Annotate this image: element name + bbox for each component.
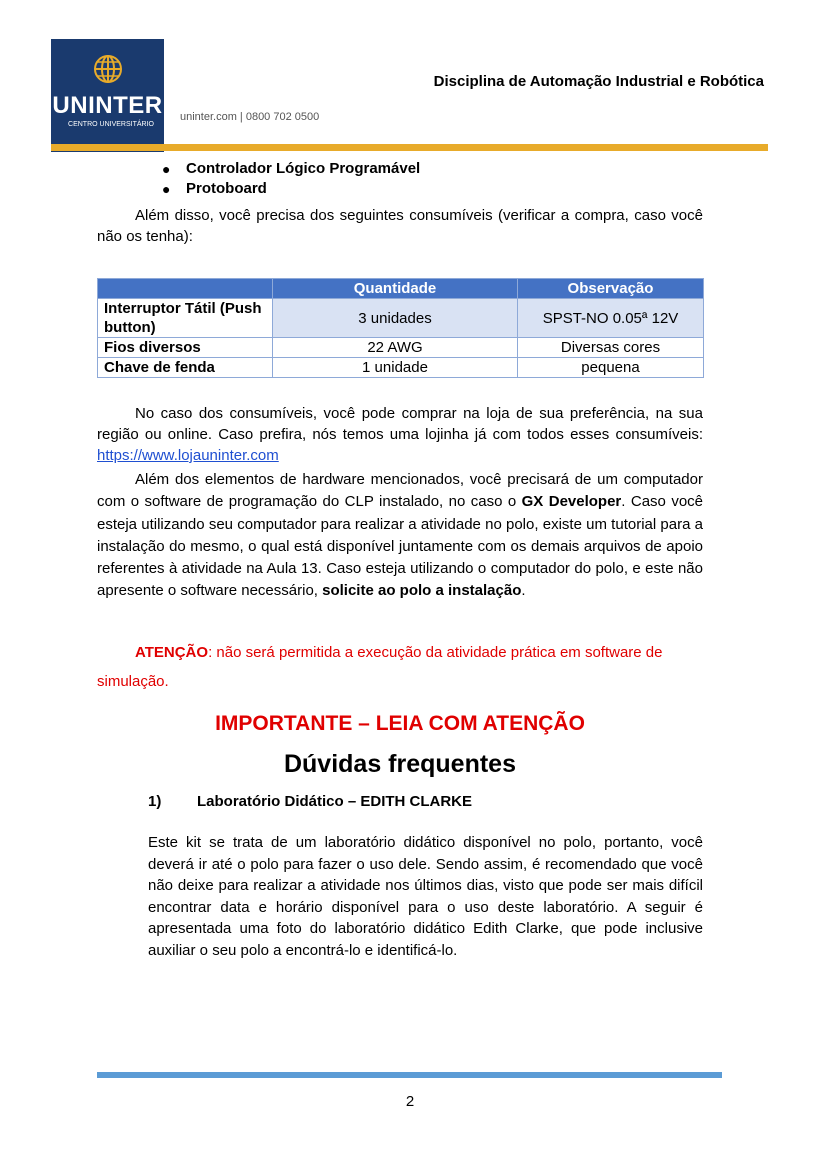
page-number: 2	[405, 1093, 415, 1110]
table-cell: Interruptor Tátil (Push button)	[98, 299, 273, 338]
bullet-icon: ●	[162, 181, 171, 197]
faq-text: Este kit se trata de um laboratório didático disponível no polo, portanto, você deverá ir até o polo para fazer o uso dele. Sendo assim, é recomendado que você não deixe para realizar a atividade nos últimos dias, visto que pode ser mais difícil encontrar data e horário disponível para o uso deste laboratório. A seguir é apresentada uma foto do laboratório didático Edith Clarke, que pode inclusive auxiliar o seu polo a encontrá-lo e identificá-lo.	[148, 834, 703, 959]
table-row	[98, 338, 704, 358]
faq-title: Dúvidas frequentes	[283, 750, 516, 778]
paragraph-text: No caso dos consumíveis, você pode comprar na loja de sua preferência, na sua região ou online. Caso prefira, nós temos uma lojinha já com todos esses consumíveis:	[97, 405, 703, 443]
table-cell: 1 unidade	[273, 358, 518, 378]
footer-rule	[97, 1072, 722, 1078]
warning-text: : não será permitida a execução da atividade prática em software de simulação.	[97, 644, 663, 690]
header-rule	[51, 144, 768, 151]
list-item	[162, 159, 420, 179]
table-cell: Diversas cores	[518, 338, 704, 358]
globe-icon	[89, 49, 127, 89]
table-cell: Chave de fenda	[98, 358, 273, 378]
software-name: GX Developer	[521, 493, 622, 511]
intro-paragraph: Além disso, você precisa dos seguintes consumíveis (verificar a compra, caso você não os tenha):	[97, 207, 703, 245]
table-cell: pequena	[518, 358, 704, 378]
equipment-list	[162, 159, 420, 199]
table-cell: SPST-NO 0.05ª 12V	[518, 299, 704, 338]
logo-wordmark: UNINTER	[52, 92, 163, 119]
emphasis-text: solicite ao polo a instalação	[322, 582, 522, 600]
table-header-cell: Observação	[518, 279, 704, 299]
paragraph-text: . Caso você esteja utilizando seu computador para realizar a atividade no polo, existe um tutorial para a instalação do mesmo, o qual está disponível juntamente com os demais arquivos de apoio referentes à atividade na Aula 13. Caso esteja utilizando o computador do polo, e este não apresente o software necessário,	[97, 493, 704, 600]
table-row	[98, 358, 704, 378]
table-header-row	[98, 279, 704, 299]
consumables-table	[97, 278, 704, 378]
important-heading: IMPORTANTE – LEIA COM ATENÇÃO	[215, 712, 585, 735]
bullet-icon: ●	[162, 161, 171, 177]
list-item-label: Controlador Lógico Programável	[186, 160, 421, 177]
table-row	[98, 299, 704, 338]
table-cell: 22 AWG	[273, 338, 518, 358]
list-item-label: Protoboard	[186, 180, 267, 197]
table-cell: 3 unidades	[273, 299, 518, 338]
store-link[interactable]: https://www.lojauninter.com	[97, 447, 279, 464]
list-item	[162, 179, 420, 199]
consumables-paragraph	[97, 403, 703, 466]
warning-label: ATENÇÃO	[135, 644, 209, 661]
paragraph-text: Além dos elementos de hardware mencionados, você precisará de um computador com o software de programação do CLP instalado, no caso o	[97, 471, 703, 511]
discipline-title: Disciplina de Automação Industrial e Robótica	[433, 73, 764, 90]
warning-paragraph	[97, 638, 703, 696]
contact-info: uninter.com | 0800 702 0500	[180, 111, 320, 123]
software-paragraph	[97, 469, 703, 603]
table-header-cell	[98, 279, 273, 299]
faq-heading: Laboratório Didático – EDITH CLARKE	[197, 793, 473, 810]
table-cell: Fios diversos	[98, 338, 273, 358]
table-header-cell: Quantidade	[273, 279, 518, 299]
paragraph-text: .	[521, 582, 526, 600]
uninter-logo	[51, 39, 164, 152]
logo-subtitle: CENTRO UNIVERSITÁRIO	[68, 121, 154, 128]
faq-number: 1)	[148, 793, 162, 810]
